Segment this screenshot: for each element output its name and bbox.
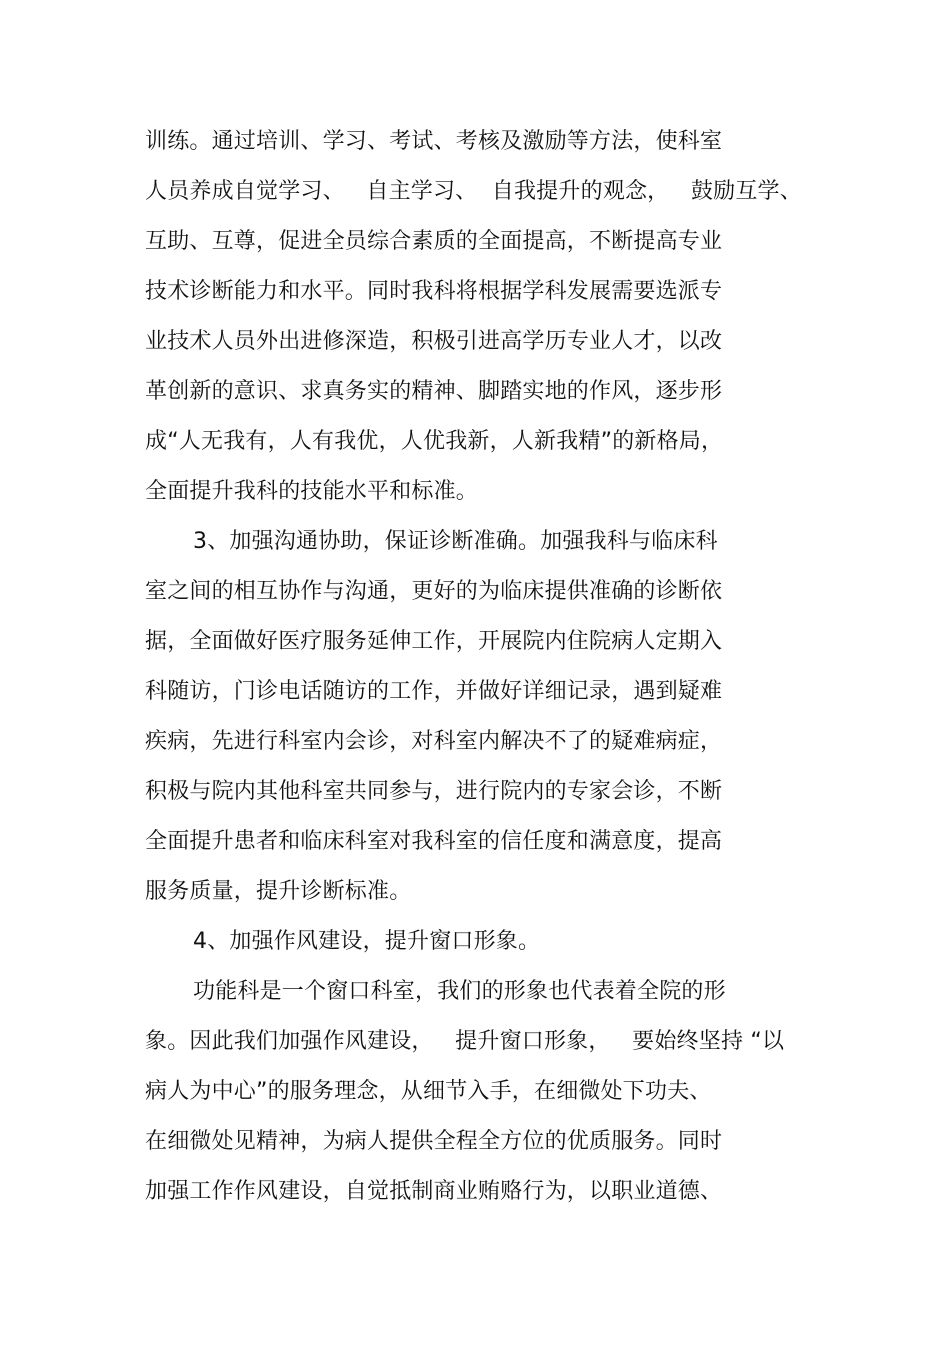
text-line: 互助、互尊，促进全员综合素质的全面提高，不断提高专业 [145,229,723,254]
text-line: 成“人无我有，人有我优，人优我新，人新我精”的新格局， [145,429,724,454]
text-line: 疾病，先进行科室内会诊，对科室内解决不了的疑难病症， [145,729,723,754]
text-line: 积极与院内其他科室共同参与，进行院内的专家会诊，不断 [145,779,723,804]
text-line: 革创新的意识、求真务实的精神、脚踏实地的作风，逐步形 [145,379,723,404]
text-line: 全面提升我科的技能水平和标准。 [145,479,479,504]
text-line: 在细微处见精神，为病人提供全程全方位的优质服务。同时 [145,1129,723,1154]
text-line: 技术诊断能力和水平。同时我科将根据学科发展需要选派专 [145,279,723,304]
text-line: 人员养成自觉学习、 自主学习、 自我提升的观念， 鼓励互学、 [145,179,802,204]
text-line: 病人为中心”的服务理念，从细节入手，在细微处下功夫、 [145,1079,712,1104]
paragraph-start: 功能科是一个窗口科室，我们的形象也代表着全院的形 [193,979,726,1004]
text-line: 训练。通过培训、学习、考试、考核及激励等方法，使科室 [145,129,723,154]
section-heading-3: 3、加强沟通协助，保证诊断准确。加强我科与临床科 [193,529,718,554]
text-line: 加强工作作风建设，自觉抵制商业贿赂行为，以职业道德、 [145,1179,723,1204]
section-heading-4: 4、加强作风建设，提升窗口形象。 [193,929,541,954]
text-line: 据，全面做好医疗服务延伸工作，开展院内住院病人定期入 [145,629,723,654]
text-line: 科随访，门诊电话随访的工作，并做好详细记录，遇到疑难 [145,679,723,704]
text-line: 象。因此我们加强作风建设， 提升窗口形象， 要始终坚持 “以 [145,1029,785,1054]
text-line: 服务质量，提升诊断标准。 [145,879,412,904]
text-line: 业技术人员外出进修深造，积极引进高学历专业人才，以改 [145,329,723,354]
text-line: 全面提升患者和临床科室对我科室的信任度和满意度，提高 [145,829,723,854]
text-line: 室之间的相互协作与沟通，更好的为临床提供准确的诊断依 [145,579,723,604]
